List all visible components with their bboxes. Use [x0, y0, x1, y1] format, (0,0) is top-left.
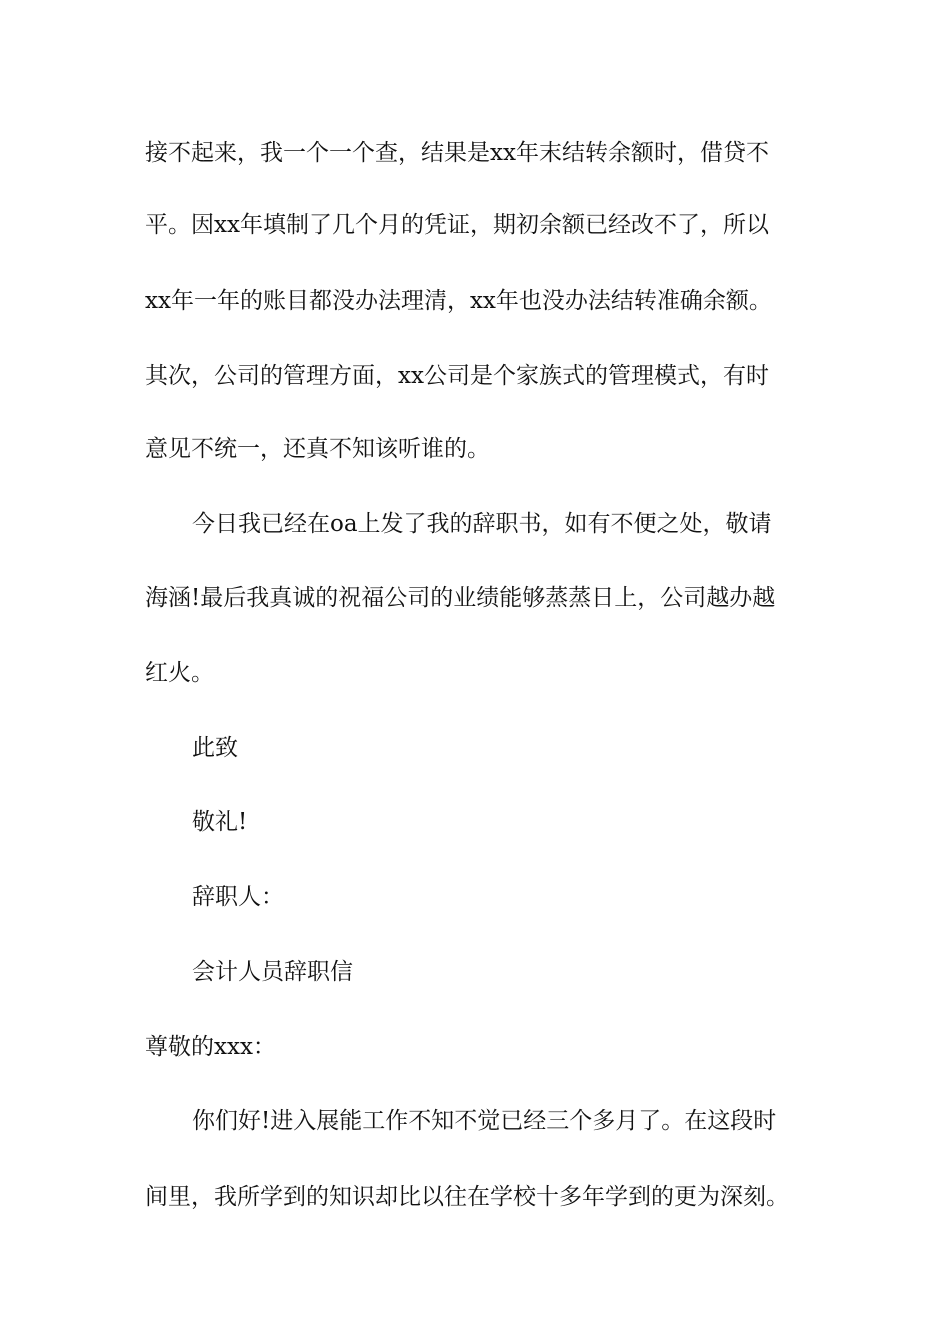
closing-regards: 敬礼! — [192, 809, 248, 835]
text-line: 平。因xx年填制了几个月的凭证，期初余额已经改不了，所以 — [145, 212, 769, 238]
text-line: 意见不统一，还真不知该听谁的。 — [145, 436, 490, 462]
text-line: xx年一年的账目都没办法理清，xx年也没办法结转准确余额。 — [145, 288, 772, 314]
closing-salutation: 此致 — [192, 735, 238, 761]
section-title: 会计人员辞职信 — [192, 959, 353, 985]
text-line: 其次，公司的管理方面，xx公司是个家族式的管理模式，有时 — [145, 363, 769, 389]
paragraph-start-line: 今日我已经在oa上发了我的辞职书，如有不便之处，敬请 — [192, 511, 772, 537]
greeting-line: 尊敬的xxx： — [145, 1034, 276, 1060]
text-line: 间里，我所学到的知识却比以往在学校十多年学到的更为深刻。 — [145, 1184, 789, 1210]
signature-label: 辞职人： — [192, 884, 284, 910]
text-line: 接不起来，我一个一个查，结果是xx年末结转余额时，借贷不 — [145, 140, 769, 166]
paragraph-start-line: 你们好!进入展能工作不知不觉已经三个多月了。在这段时 — [192, 1108, 777, 1134]
text-line: 红火。 — [145, 660, 214, 686]
text-line: 海涵!最后我真诚的祝福公司的业绩能够蒸蒸日上，公司越办越 — [145, 585, 776, 611]
